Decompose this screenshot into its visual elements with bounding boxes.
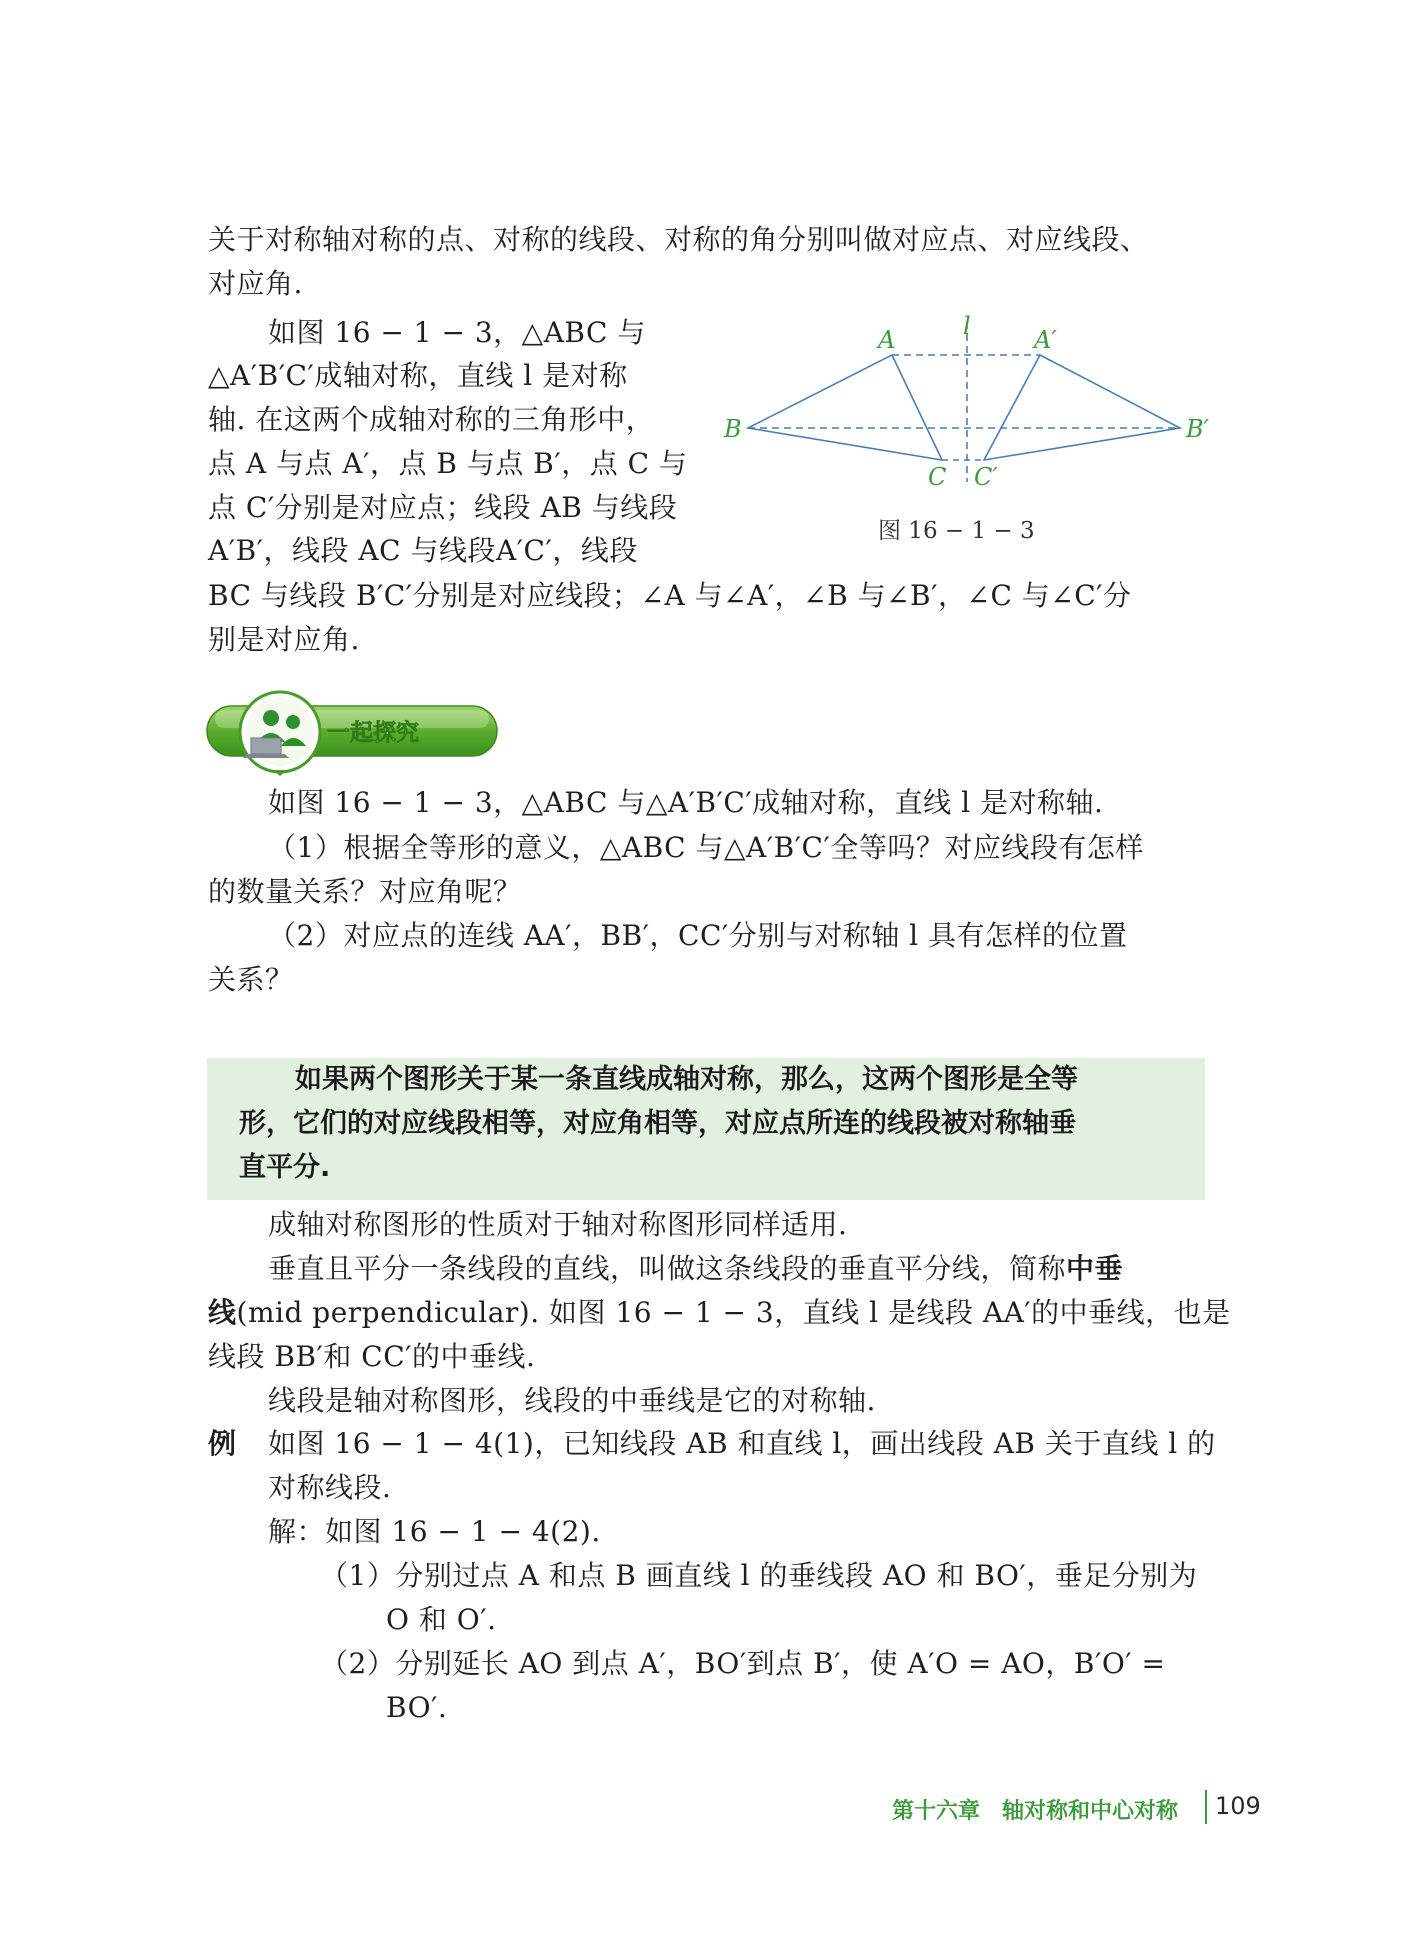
- term-bold: 中垂: [1066, 1252, 1124, 1285]
- explore-line: 如图 16 − 1 − 3，△ABC 与△A′B′C′成轴对称，直线 l 是对称轴.: [268, 786, 1104, 819]
- paragraph-line: 线段是轴对称图形，线段的中垂线是它的对称轴.: [268, 1384, 876, 1417]
- label-C: C: [928, 463, 947, 490]
- example-line: （1）分别过点 A 和点 B 画直线 l 的垂线段 AO 和 BO′，垂足分别为: [320, 1559, 1198, 1592]
- paragraph-line: A′B′，线段 AC 与线段A′C′，线段: [208, 534, 638, 567]
- explore-line: （2）对应点的连线 AA′，BB′，CC′分别与对称轴 l 具有怎样的位置: [268, 919, 1128, 952]
- text-run: (mid perpendicular). 如图 16 − 1 − 3，直线 l 是线段 AA′的中垂线，也是: [236, 1296, 1231, 1329]
- paragraph-line: 轴. 在这两个成轴对称的三角形中，: [208, 403, 655, 436]
- term-bold: 线: [208, 1296, 237, 1329]
- paragraph-line: △A′B′C′成轴对称，直线 l 是对称: [208, 359, 628, 392]
- triangle-ABC: [748, 355, 942, 460]
- example-line: 解：如图 16 − 1 − 4(2).: [268, 1515, 601, 1548]
- figure-axial-symmetry: [720, 310, 1220, 490]
- paragraph-line: BC 与线段 B′C′分别是对应线段；∠A 与∠A′，∠B 与∠B′，∠C 与∠C′分: [208, 579, 1132, 612]
- page-number: 109: [1215, 1792, 1261, 1820]
- label-B: B: [724, 415, 742, 443]
- explore-line: 关系？: [208, 963, 294, 996]
- example-line: 如图 16 − 1 − 4(1)，已知线段 AB 和直线 l，画出线段 AB 关于直线 l 的: [268, 1427, 1216, 1460]
- explore-title: 一起探究: [327, 720, 419, 746]
- explore-line: （1）根据全等形的意义，△ABC 与△A′B′C′全等吗？对应线段有怎样: [268, 831, 1144, 864]
- theorem-box: [207, 1058, 1205, 1200]
- explore-line: 的数量关系？对应角呢？: [208, 875, 522, 908]
- people-laptop-icon: [240, 692, 320, 776]
- figure-caption: 图 16 − 1 − 3: [878, 518, 1035, 544]
- theorem-line: 直平分.: [239, 1152, 331, 1183]
- footer-divider: [1205, 1790, 1207, 1824]
- explore-banner: [205, 688, 505, 776]
- label-B-prime: B′: [1186, 415, 1210, 443]
- paragraph-line: 别是对应角.: [208, 623, 360, 656]
- footer-chapter: 第十六章 轴对称和中心对称: [892, 1799, 1179, 1824]
- paragraph-line: 成轴对称图形的性质对于轴对称图形同样适用.: [268, 1208, 848, 1241]
- example-line: BO′.: [386, 1691, 448, 1724]
- label-C-prime: C′: [974, 463, 998, 490]
- theorem-line: 形，它们的对应线段相等，对应角相等，对应点所连的线段被对称轴垂: [239, 1108, 1076, 1139]
- label-A: A: [878, 326, 896, 354]
- label-l: l: [963, 312, 971, 340]
- example-tag: 例: [208, 1427, 237, 1460]
- text-run: 垂直且平分一条线段的直线，叫做这条线段的垂直平分线，简称: [268, 1252, 1067, 1285]
- paragraph-line: 线段 BB′和 CC′的中垂线.: [208, 1340, 536, 1373]
- label-A-prime: A′: [1034, 326, 1057, 354]
- triangle-A2B2C2: [984, 355, 1180, 460]
- paragraph-line: 点 C′分别是对应点；线段 AB 与线段: [208, 491, 678, 524]
- paragraph-line: 点 A 与点 A′，点 B 与点 B′，点 C 与: [208, 447, 688, 480]
- theorem-line: 如果两个图形关于某一条直线成轴对称，那么，这两个图形是全等: [295, 1064, 1078, 1095]
- paragraph-line: 关于对称轴对称的点、对称的线段、对称的角分别叫做对应点、对应线段、: [208, 223, 1149, 256]
- paragraph-line: 对应角.: [208, 267, 303, 300]
- example-line: （2）分别延长 AO 到点 A′，BO′到点 B′，使 A′O = AO，B′O′ =: [320, 1647, 1166, 1680]
- paragraph-line: [268, 1249, 1123, 1289]
- paragraph-line: 如图 16 − 1 − 3，△ABC 与: [268, 316, 646, 349]
- example-line: O 和 O′.: [386, 1603, 497, 1636]
- example-line: 对称线段.: [268, 1471, 392, 1504]
- paragraph-line: [208, 1293, 1231, 1333]
